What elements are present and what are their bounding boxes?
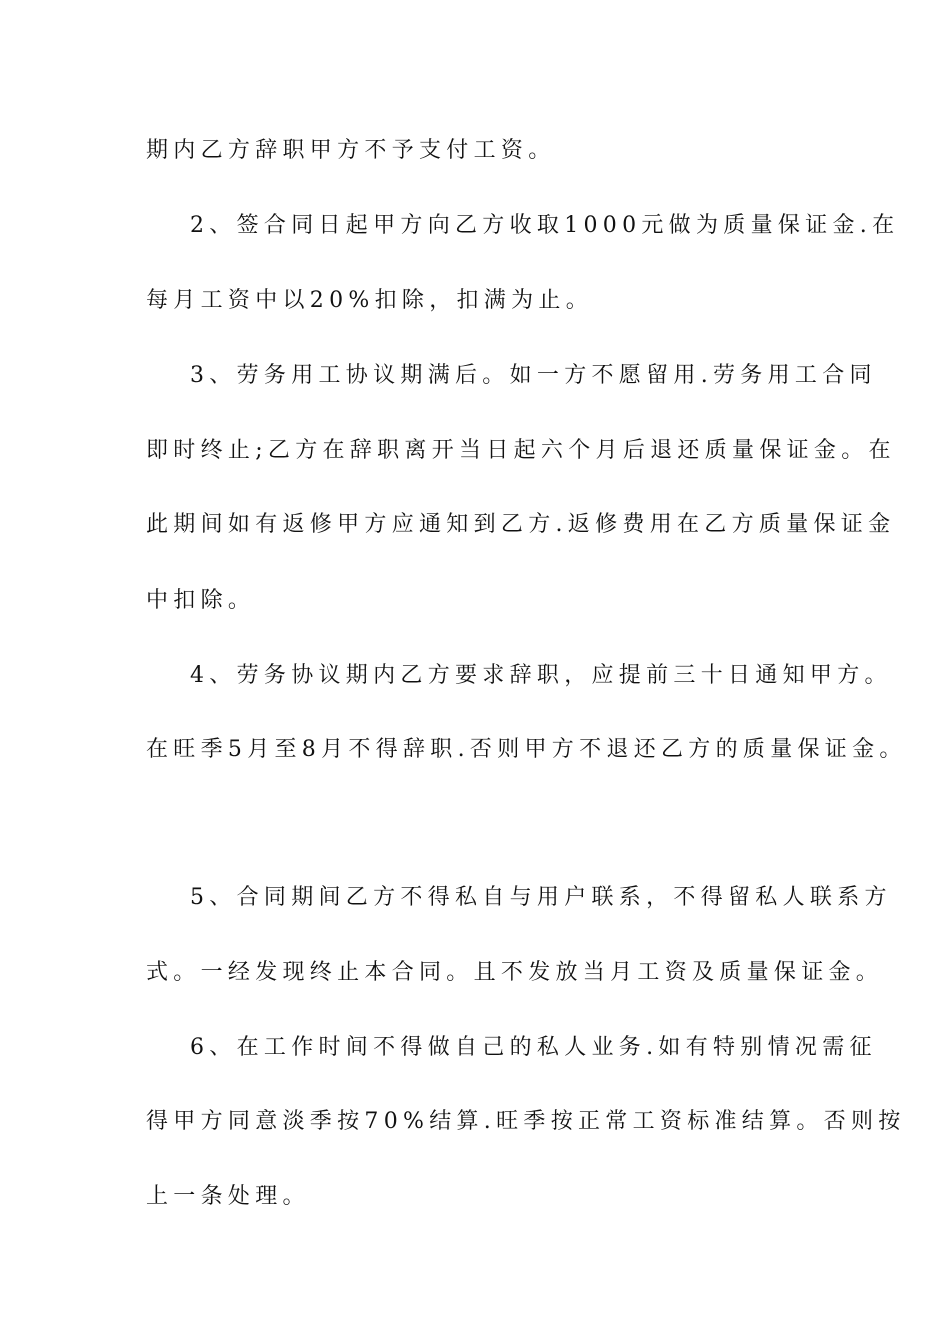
text-line: 上一条处理。 [146, 1184, 310, 1209]
text-line: 在旺季5月至8月不得辞职.否则甲方不退还乙方的质量保证金。 [146, 737, 907, 762]
text-line: 中扣除。 [146, 588, 256, 613]
text-line: 每月工资中以20%扣除，扣满为止。 [146, 288, 593, 313]
text-line: 即时终止;乙方在辞职离开当日起六个月后退还质量保证金。在 [146, 438, 896, 463]
clause-5-line: 5、合同期间乙方不得私自与用户联系，不得留私人联系方 [190, 885, 892, 910]
text-line: 此期间如有返修甲方应通知到乙方.返修费用在乙方质量保证金 [146, 512, 896, 537]
clause-4-line: 4、劳务协议期内乙方要求辞职，应提前三十日通知甲方。 [190, 663, 892, 688]
clause-2-line: 2、签合同日起甲方向乙方收取1000元做为质量保证金.在 [190, 213, 900, 238]
clause-6-line: 6、在工作时间不得做自己的私人业务.如有特别情况需征 [190, 1035, 877, 1060]
text-line: 得甲方同意淡季按70%结算.旺季按正常工资标准结算。否则按 [146, 1109, 906, 1134]
text-line: 期内乙方辞职甲方不予支付工资。 [146, 138, 556, 163]
text-line: 式。一经发现终止本合同。且不发放当月工资及质量保证金。 [146, 960, 884, 985]
clause-3-line: 3、劳务用工协议期满后。如一方不愿留用.劳务用工合同 [190, 363, 877, 388]
